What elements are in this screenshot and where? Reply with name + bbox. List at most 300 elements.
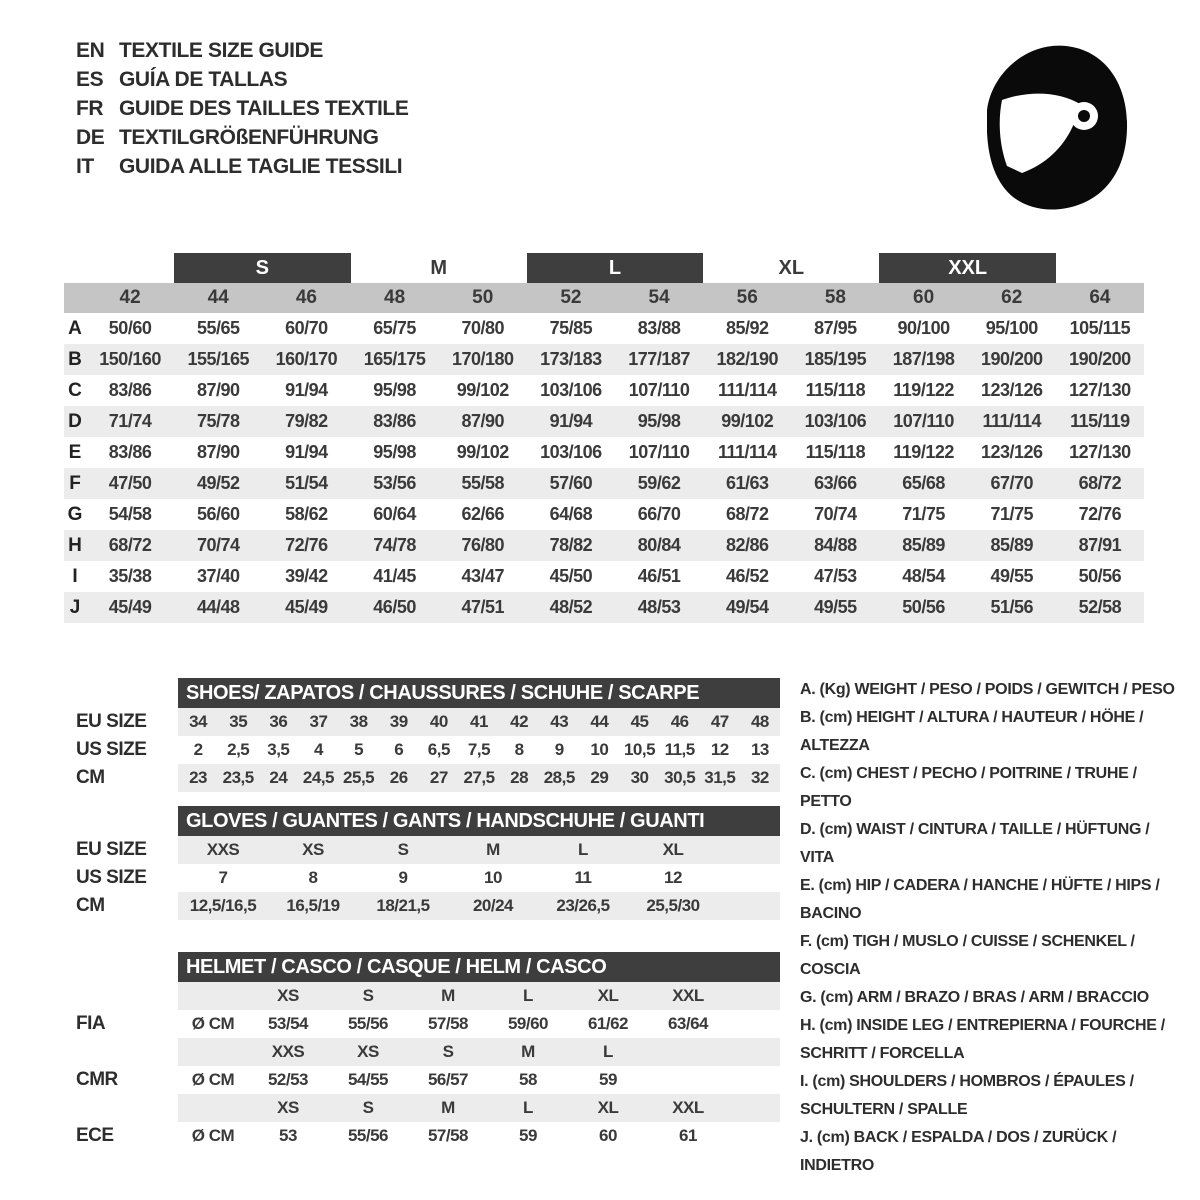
table-cell: 43/47 xyxy=(461,566,505,586)
measurement-rows xyxy=(64,313,1144,623)
table-cell: 61/62 xyxy=(587,1014,629,1033)
helmet-size-header: L xyxy=(523,1098,533,1117)
helmet-size-header: XXL xyxy=(672,986,704,1005)
table-cell: 41 xyxy=(470,712,488,731)
table-cell: 68/72 xyxy=(725,504,769,524)
language-code: DE xyxy=(76,125,105,149)
table-cell: 47/51 xyxy=(461,597,505,617)
table-cell: 43 xyxy=(550,712,569,731)
table-row xyxy=(64,375,1144,406)
table-cell: 53/56 xyxy=(373,473,416,493)
table-row xyxy=(64,468,1144,499)
table-cell: 111/114 xyxy=(982,411,1042,431)
table-row xyxy=(64,437,1144,468)
gloves-row xyxy=(76,836,780,864)
table-cell: 9 xyxy=(554,740,564,759)
legend-item: B. (cm) HEIGHT / ALTURA / HAUTEUR / HÖHE / ALTEZZA xyxy=(800,709,1144,754)
helmet-size-header: S xyxy=(362,986,374,1005)
table-cell: 55/58 xyxy=(461,473,505,493)
table-cell: 48/53 xyxy=(637,597,681,617)
table-cell: 37 xyxy=(309,712,328,731)
table-cell: 48/54 xyxy=(902,566,945,586)
table-cell: 40 xyxy=(429,712,448,731)
table-cell: 46/52 xyxy=(725,566,769,586)
table-cell: 57/60 xyxy=(549,473,593,493)
row-letter-label: B xyxy=(68,348,82,370)
empty-cell xyxy=(178,1094,248,1122)
table-cell: 2 xyxy=(193,740,203,759)
table-cell: 72/76 xyxy=(1078,504,1122,524)
table-cell: 74/78 xyxy=(373,535,416,555)
table-cell: 85/92 xyxy=(725,318,769,338)
table-cell: 34 xyxy=(189,712,208,731)
table-cell: 26 xyxy=(389,768,408,787)
table-cell: XS xyxy=(302,840,324,859)
table-cell: 61 xyxy=(679,1126,697,1145)
table-cell: 111/114 xyxy=(717,442,777,462)
table-cell: 187/198 xyxy=(892,349,955,369)
language-code: FR xyxy=(76,96,104,120)
table-cell: 57/58 xyxy=(427,1014,469,1033)
size-column-header: 62 xyxy=(1001,287,1023,308)
table-cell: 8 xyxy=(308,868,318,887)
table-cell: 57/58 xyxy=(427,1126,469,1145)
table-cell: 23 xyxy=(189,768,208,787)
table-cell: 48/52 xyxy=(549,597,593,617)
table-cell: 107/110 xyxy=(893,411,954,431)
table-cell: XL xyxy=(662,840,684,859)
helmet-size-header: XS xyxy=(277,986,299,1005)
size-group-band: S xyxy=(174,253,350,283)
table-cell: 71/74 xyxy=(108,411,152,431)
table-cell: 31,5 xyxy=(704,768,736,787)
table-cell: 123/126 xyxy=(980,380,1043,400)
shoes-row xyxy=(76,708,780,736)
legend-item: I. (cm) SHOULDERS / HOMBROS / ÉPAULES / SCHULTERN / SPALLE xyxy=(800,1073,1134,1118)
table-cell: 76/80 xyxy=(461,535,505,555)
legend-item: C. (cm) CHEST / PECHO / POITRINE / TRUHE / PETTO xyxy=(800,765,1137,810)
table-cell: 59 xyxy=(599,1070,617,1089)
table-cell: 83/86 xyxy=(108,442,152,462)
language-code: ES xyxy=(76,67,104,91)
table-cell: 59/62 xyxy=(637,473,681,493)
table-cell: 5 xyxy=(354,740,364,759)
table-cell: 44 xyxy=(590,712,609,731)
row-letter-label: D xyxy=(68,410,82,432)
table-cell: 75/78 xyxy=(196,411,240,431)
table-cell: 111/114 xyxy=(717,380,777,400)
table-cell: 91/94 xyxy=(285,442,328,462)
table-cell: 25,5/30 xyxy=(646,896,700,915)
table-cell: 123/126 xyxy=(980,442,1043,462)
size-column-header: 54 xyxy=(648,287,670,308)
table-cell: 83/86 xyxy=(373,411,416,431)
table-row xyxy=(64,592,1144,623)
table-cell: 36 xyxy=(269,712,288,731)
table-cell: 4 xyxy=(313,740,323,759)
language-code: IT xyxy=(76,154,94,178)
table-cell: 82/86 xyxy=(725,535,769,555)
table-cell: 20/24 xyxy=(472,896,514,915)
table-cell: 190/200 xyxy=(980,349,1043,369)
size-group-header-row xyxy=(64,253,1144,283)
table-cell: 38 xyxy=(349,712,368,731)
diameter-label: Ø CM xyxy=(191,1014,235,1033)
legend-item: H. (cm) INSIDE LEG / ENTREPIERNA / FOURCHE / SCHRITT / FORCELLA xyxy=(800,1017,1165,1062)
table-cell: 119/122 xyxy=(893,380,954,400)
table-cell: 99/102 xyxy=(456,442,509,462)
table-cell: 95/98 xyxy=(637,411,681,431)
helmet-size-table xyxy=(76,952,780,1150)
size-column-header: 46 xyxy=(295,287,317,308)
helmet-size-header: M xyxy=(521,1042,535,1061)
table-cell: 55/56 xyxy=(347,1126,389,1145)
table-cell: 107/110 xyxy=(628,380,690,400)
gloves-row xyxy=(76,892,780,920)
table-cell: 51/54 xyxy=(285,473,328,493)
table-cell: 58/62 xyxy=(285,504,328,524)
size-column-header: 64 xyxy=(1089,287,1111,308)
table-cell: 85/89 xyxy=(990,535,1034,555)
table-cell: 165/175 xyxy=(363,349,426,369)
legend-item: D. (cm) WAIST / CINTURA / TAILLE / HÜFTUNG / VITA xyxy=(800,821,1150,866)
shoes-size-table xyxy=(76,678,780,792)
legend-item: A. (Kg) WEIGHT / PESO / POIDS / GEWITCH / PESO xyxy=(800,681,1175,698)
table-cell: 47/50 xyxy=(108,473,152,493)
table-cell: 39/42 xyxy=(285,566,328,586)
helmet-section-title: HELMET / CASCO / CASQUE / HELM / CASCO xyxy=(178,952,780,982)
table-cell: XXS xyxy=(206,840,240,859)
table-cell: 44/48 xyxy=(196,597,240,617)
table-cell: 115/119 xyxy=(1070,411,1130,431)
table-cell: 39 xyxy=(389,712,408,731)
empty-cell xyxy=(178,982,248,1010)
table-cell: 30 xyxy=(630,768,649,787)
table-cell: 63/66 xyxy=(814,473,857,493)
table-cell: 32 xyxy=(750,768,769,787)
helmet-size-header: XL xyxy=(597,986,619,1005)
size-column-header: 42 xyxy=(119,287,141,308)
table-cell: 49/55 xyxy=(814,597,857,617)
helmet-sizes-row xyxy=(178,1038,780,1066)
row-letter-label: J xyxy=(69,596,81,618)
table-cell: 37/40 xyxy=(196,566,240,586)
table-cell: 71/75 xyxy=(902,504,945,524)
legend-item: F. (cm) TIGH / MUSLO / CUISSE / SCHENKEL / COSCIA xyxy=(800,933,1135,978)
gloves-size-table xyxy=(76,806,780,920)
size-column-header: 48 xyxy=(384,287,406,308)
shoes-row xyxy=(76,764,780,792)
gloves-section-title: GLOVES / GUANTES / GANTS / HANDSCHUHE / GUANTI xyxy=(178,806,780,836)
table-cell: 56/60 xyxy=(196,504,240,524)
language-title: GUÍA DE TALLAS xyxy=(119,67,288,91)
table-cell: 51/56 xyxy=(990,597,1034,617)
table-cell: 12 xyxy=(710,740,729,759)
shoes-row-label: CM xyxy=(76,767,105,788)
table-cell: 16,5/19 xyxy=(286,896,340,915)
language-title: GUIDE DES TAILLES TEXTILE xyxy=(119,96,409,120)
table-cell: 95/100 xyxy=(985,318,1038,338)
table-cell: 84/88 xyxy=(814,535,857,555)
table-cell: 70/74 xyxy=(196,535,240,555)
row-letter-label: I xyxy=(72,565,78,587)
table-cell: 35/38 xyxy=(108,566,152,586)
table-cell: 3,5 xyxy=(267,740,290,759)
helmet-size-header: XXL xyxy=(672,1098,704,1117)
helmet-size-header: L xyxy=(523,986,533,1005)
table-cell: 127/130 xyxy=(1069,442,1131,462)
table-cell: 190/200 xyxy=(1069,349,1131,369)
table-cell: 53 xyxy=(279,1126,297,1145)
empty-cell xyxy=(178,1038,248,1066)
table-cell: 50/56 xyxy=(902,597,945,617)
table-cell: 103/106 xyxy=(540,442,602,462)
table-cell: 185/195 xyxy=(804,349,867,369)
table-cell: 60 xyxy=(599,1126,617,1145)
table-cell: 66/70 xyxy=(637,504,681,524)
table-cell: 28 xyxy=(510,768,529,787)
table-cell: 41/45 xyxy=(373,566,416,586)
table-cell: 11,5 xyxy=(664,740,695,759)
table-cell: 23,5 xyxy=(222,768,254,787)
table-cell: 60/64 xyxy=(373,504,416,524)
gloves-row-label: EU SIZE xyxy=(76,839,147,860)
helmet-sizes-row xyxy=(178,982,780,1010)
table-row xyxy=(64,313,1144,344)
shoes-row-label: EU SIZE xyxy=(76,711,147,732)
language-code: EN xyxy=(76,38,105,62)
table-cell: 90/100 xyxy=(897,318,950,338)
table-cell: 46/51 xyxy=(637,566,681,586)
table-cell: 71/75 xyxy=(990,504,1034,524)
diameter-label: Ø CM xyxy=(191,1126,235,1145)
table-cell: 50/56 xyxy=(1078,566,1122,586)
table-cell: 10,5 xyxy=(623,740,656,759)
legend-item: E. (cm) HIP / CADERA / HANCHE / HÜFTE / HIPS / BACINO xyxy=(800,877,1160,922)
language-title: TEXTILGRÖßENFÜHRUNG xyxy=(119,125,379,149)
table-cell: 13 xyxy=(750,740,769,759)
table-cell: 28,5 xyxy=(543,768,575,787)
table-cell: 12 xyxy=(664,868,682,887)
helmet-standard-label: CMR xyxy=(76,1069,118,1090)
table-cell: 24 xyxy=(269,768,288,787)
table-cell: 68/72 xyxy=(108,535,152,555)
table-cell: 45/49 xyxy=(285,597,328,617)
table-cell: 170/180 xyxy=(451,349,514,369)
table-cell: 119/122 xyxy=(893,442,954,462)
table-cell: 87/90 xyxy=(196,442,240,462)
table-cell: 53/54 xyxy=(267,1014,309,1033)
row-letter-label: E xyxy=(68,441,82,463)
language-row xyxy=(76,36,408,65)
table-cell: 72/76 xyxy=(285,535,328,555)
helmet-size-header: M xyxy=(441,1098,455,1117)
table-cell: 87/90 xyxy=(461,411,505,431)
size-group-band: L xyxy=(527,253,703,283)
diameter-label: Ø CM xyxy=(191,1070,235,1089)
table-cell: 160/170 xyxy=(275,349,338,369)
table-cell: 27 xyxy=(429,768,448,787)
table-cell: 103/106 xyxy=(540,380,602,400)
table-cell: 6 xyxy=(394,740,404,759)
table-cell: 61/63 xyxy=(725,473,769,493)
size-group-band: XL xyxy=(778,256,805,279)
table-cell: 67/70 xyxy=(990,473,1034,493)
table-cell: 79/82 xyxy=(285,411,328,431)
table-cell: 87/95 xyxy=(814,318,857,338)
table-row xyxy=(64,344,1144,375)
size-column-header: 50 xyxy=(472,287,494,308)
table-cell: 64/68 xyxy=(549,504,593,524)
table-row xyxy=(64,530,1144,561)
table-cell: 59 xyxy=(519,1126,537,1145)
helmet-values-row xyxy=(76,1010,780,1038)
helmet-size-header: XXS xyxy=(271,1042,305,1061)
table-cell: 60/70 xyxy=(285,318,328,338)
row-letter-label: G xyxy=(67,503,83,525)
table-cell: 83/88 xyxy=(637,318,681,338)
helmet-size-header: S xyxy=(362,1098,374,1117)
table-cell: 75/85 xyxy=(549,318,593,338)
table-cell: 95/98 xyxy=(373,442,416,462)
table-cell: 99/102 xyxy=(456,380,509,400)
table-cell: 23/26,5 xyxy=(556,896,610,915)
helmet-size-header: XS xyxy=(357,1042,379,1061)
table-cell: 99/102 xyxy=(721,411,774,431)
table-cell: 70/80 xyxy=(461,318,505,338)
table-cell: 8 xyxy=(514,740,524,759)
table-cell: 49/54 xyxy=(725,597,769,617)
table-row xyxy=(64,406,1144,437)
table-cell: 45/49 xyxy=(108,597,152,617)
table-cell: 55/56 xyxy=(347,1014,389,1033)
language-row xyxy=(76,94,408,123)
helmet-values-row xyxy=(76,1066,780,1094)
shoes-row xyxy=(76,736,780,764)
table-cell: 47/53 xyxy=(814,566,857,586)
table-cell: 155/165 xyxy=(187,349,250,369)
helmet-size-header: M xyxy=(441,986,455,1005)
gloves-row-label: CM xyxy=(76,895,105,916)
table-cell: 18/21,5 xyxy=(376,896,430,915)
table-cell: 27,5 xyxy=(463,768,495,787)
row-letter-label: F xyxy=(69,472,81,494)
row-letter-label: H xyxy=(68,534,82,556)
helmet-values-row xyxy=(76,1122,780,1150)
table-cell: 58 xyxy=(519,1070,537,1089)
language-title-block xyxy=(76,36,408,181)
table-cell: 65/75 xyxy=(373,318,416,338)
table-cell: 54/55 xyxy=(347,1070,389,1089)
helmet-standard-label: FIA xyxy=(76,1013,106,1034)
table-cell: 68/72 xyxy=(1078,473,1122,493)
row-letter-label: C xyxy=(68,379,82,401)
table-cell: L xyxy=(578,840,588,859)
table-cell: 127/130 xyxy=(1069,380,1131,400)
shoes-row-label: US SIZE xyxy=(76,739,147,760)
table-cell: 150/160 xyxy=(99,349,161,369)
table-cell: 6,5 xyxy=(427,740,450,759)
table-cell: 62/66 xyxy=(461,504,505,524)
corner-cell xyxy=(64,283,86,313)
row-letter-label: A xyxy=(68,317,82,339)
helmet-sizes-row xyxy=(178,1094,780,1122)
table-cell: 91/94 xyxy=(285,380,328,400)
textile-size-table xyxy=(64,253,1144,623)
shoes-section-title: SHOES/ ZAPATOS / CHAUSSURES / SCHUHE / SCARPE xyxy=(178,678,780,708)
table-row xyxy=(64,561,1144,592)
helmet-size-header: S xyxy=(442,1042,454,1061)
table-cell: 115/118 xyxy=(805,380,866,400)
gloves-row xyxy=(76,864,780,892)
table-cell: S xyxy=(397,840,409,859)
table-cell: 46 xyxy=(670,712,689,731)
table-cell: M xyxy=(486,840,500,859)
table-cell: 182/190 xyxy=(716,349,779,369)
table-cell: 59/60 xyxy=(507,1014,549,1033)
helmet-size-header: L xyxy=(603,1042,613,1061)
measurement-legend xyxy=(800,676,1184,1180)
table-cell: 85/89 xyxy=(902,535,945,555)
table-cell: 87/90 xyxy=(196,380,240,400)
table-cell: 63/64 xyxy=(667,1014,709,1033)
table-cell: 45/50 xyxy=(549,566,593,586)
table-cell: 25,5 xyxy=(343,768,375,787)
table-cell: 107/110 xyxy=(628,442,690,462)
helmet-size-header: XS xyxy=(277,1098,299,1117)
table-cell: 91/94 xyxy=(549,411,593,431)
table-cell: 83/86 xyxy=(108,380,152,400)
table-cell: 7 xyxy=(218,868,228,887)
table-cell: 55/65 xyxy=(196,318,240,338)
table-cell: 45 xyxy=(630,712,649,731)
table-cell: 78/82 xyxy=(549,535,593,555)
table-cell: 173/183 xyxy=(540,349,602,369)
table-cell: 80/84 xyxy=(637,535,681,555)
table-cell: 47 xyxy=(710,712,729,731)
table-cell: 7,5 xyxy=(467,740,491,759)
table-cell: 29 xyxy=(590,768,609,787)
table-cell: 56/57 xyxy=(427,1070,469,1089)
table-cell: 70/74 xyxy=(814,504,857,524)
table-cell: 48 xyxy=(750,712,769,731)
language-title: TEXTILE SIZE GUIDE xyxy=(119,38,323,62)
table-cell: 49/55 xyxy=(990,566,1034,586)
table-cell: 103/106 xyxy=(804,411,867,431)
table-row xyxy=(64,499,1144,530)
size-column-header: 52 xyxy=(560,287,582,308)
table-cell: 24,5 xyxy=(302,768,334,787)
table-cell: 11 xyxy=(574,868,592,887)
table-cell: 30,5 xyxy=(664,768,696,787)
table-cell: 49/52 xyxy=(196,473,240,493)
numeric-size-header-row xyxy=(64,283,1144,313)
table-cell: 12,5/16,5 xyxy=(189,896,257,915)
table-cell: 10 xyxy=(484,868,502,887)
language-row xyxy=(76,65,408,94)
racing-helmet-icon xyxy=(980,42,1132,212)
helmet-size-header: XL xyxy=(597,1098,619,1117)
size-group-band: M xyxy=(430,256,447,279)
table-cell: 65/68 xyxy=(902,473,945,493)
table-cell: 9 xyxy=(398,868,408,887)
table-cell: 95/98 xyxy=(373,380,416,400)
legend-item: J. (cm) BACK / ESPALDA / DOS / ZURÜCK / INDIETRO xyxy=(800,1129,1117,1174)
table-cell: 52/53 xyxy=(267,1070,309,1089)
size-group-band: XXL xyxy=(879,253,1055,283)
table-cell: 87/91 xyxy=(1078,535,1122,555)
table-cell: 50/60 xyxy=(108,318,152,338)
